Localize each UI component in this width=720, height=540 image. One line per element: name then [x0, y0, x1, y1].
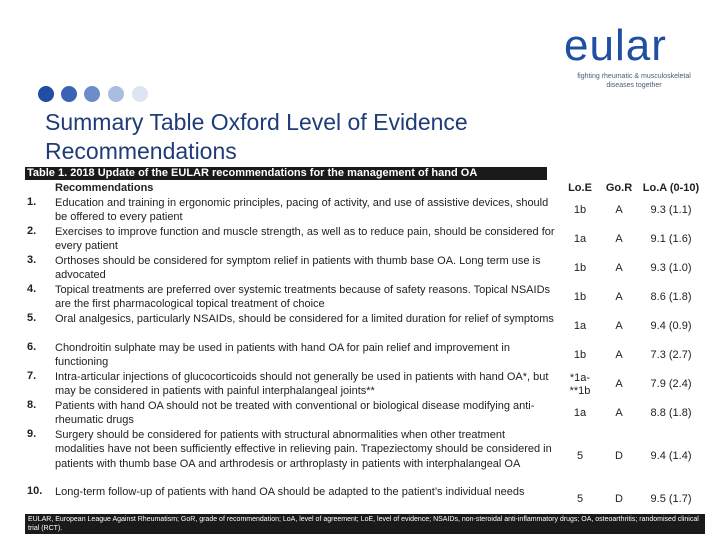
row-loe: 1b [573, 291, 587, 303]
row-gor: A [615, 407, 623, 419]
row-gor: A [615, 378, 623, 390]
table-row [25, 312, 705, 341]
row-recommendation-text: Topical treatments are preferred over systemic treatments because of safety reasons. Topical NSAIDs are the first pharmacological topical treatment of choice [55, 284, 551, 311]
row-recommendation-text: Long-term follow-up of patients with hand OA should be adapted to the patient’s individual needs [55, 486, 525, 498]
row-loa: 9.3 (1.1) [650, 204, 692, 216]
row-number: 10. [27, 485, 43, 497]
row-loe: 1b [573, 349, 587, 361]
dot-2 [61, 86, 77, 102]
dot-5 [132, 86, 148, 102]
row-recommendation-text: Education and training in ergonomic principles, pacing of activity, and use of assistive devices, should be offered to every patient [55, 197, 549, 224]
table-row [25, 254, 705, 283]
row-loe: 5 [576, 493, 584, 505]
row-loe: *1a-**1b [569, 371, 591, 397]
table-row [25, 399, 705, 428]
table-row [25, 341, 705, 370]
row-loe: 1a [573, 233, 587, 245]
table-row [25, 485, 705, 514]
row-number: 6. [27, 341, 37, 353]
logo-tagline-line2: diseases together [606, 82, 662, 89]
row-loa: 9.3 (1.0) [650, 262, 692, 274]
row-loe: 1a [573, 407, 587, 419]
row-loa: 8.8 (1.8) [650, 407, 692, 419]
table-row [25, 428, 705, 485]
row-number: 1. [27, 196, 37, 208]
row-recommendation-text: Exercises to improve function and muscle strength, as well as to reduce pain, should be considered for every patient [55, 226, 555, 253]
table-row [25, 283, 705, 312]
row-loe: 1b [573, 262, 587, 274]
row-loa: 9.4 (0.9) [650, 320, 692, 332]
row-gor: A [615, 320, 623, 332]
row-gor: A [615, 291, 623, 303]
row-recommendation-text: Orthoses should be considered for symptom relief in patients with thumb base OA. Long term use is advocated [55, 255, 541, 282]
slide-title-line1: Summary Table Oxford Level of Evidence [45, 109, 468, 135]
row-loa: 8.6 (1.8) [650, 291, 692, 303]
row-recommendation-text: Patients with hand OA should not be treated with conventional or biological disease modifying anti-rheumatic drugs [55, 400, 535, 427]
table-row [25, 196, 705, 225]
row-number: 7. [27, 370, 37, 382]
row-loe: 1b [573, 204, 587, 216]
row-gor: D [615, 493, 623, 505]
row-recommendation-text: Intra-articular injections of glucocorticoids should not generally be used in patients with hand OA*, but may be considered in patients with painful interphalangeal joints** [55, 371, 549, 398]
row-loa: 9.4 (1.4) [650, 450, 692, 462]
row-gor: D [615, 450, 623, 462]
row-recommendation-text: Surgery should be considered for patients with structural abnormalities when other treatment modalities have not been sufficiently effective in relieving pain. Trapeziectomy should be considered in patients with thumb base OA and arthrodesis or arthroplasty in patients with interphalangeal OA [55, 429, 552, 470]
slide-title [45, 108, 565, 166]
row-number: 5. [27, 312, 37, 324]
row-number: 9. [27, 428, 37, 440]
row-number: 2. [27, 225, 37, 237]
eular-logo [564, 21, 704, 90]
header-loe: Lo.E [568, 182, 592, 194]
logo-tagline-line1: fighting rheumatic & musculoskeletal [577, 73, 691, 80]
table-caption: Table 1. 2018 Update of the EULAR recommendations for the management of hand OA [25, 167, 547, 180]
row-gor: A [615, 233, 623, 245]
row-gor: A [615, 262, 623, 274]
row-loe: 1a [573, 320, 587, 332]
row-number: 3. [27, 254, 37, 266]
logo-tagline [564, 72, 704, 90]
header-recommendations: Recommendations [55, 182, 154, 194]
row-number: 4. [27, 283, 37, 295]
dot-3 [84, 86, 100, 102]
row-number: 8. [27, 399, 37, 411]
row-loa: 7.3 (2.7) [650, 349, 692, 361]
table-footnote: EULAR, European League Against Rheumatism; GoR, grade of recommendation; LoA, level of agreement; LoE, level of evidence; NSAIDs, non-steroidal anti-inflammatory drugs; OA, osteoarthritis; randomised clinical trial (RCT). [25, 514, 705, 534]
table-row [25, 225, 705, 254]
row-loa: 9.5 (1.7) [650, 493, 692, 505]
row-loe: 5 [576, 450, 584, 462]
row-recommendation-text: Chondroitin sulphate may be used in patients with hand OA for pain relief and improvement in functioning [55, 342, 510, 369]
table-row [25, 370, 705, 399]
row-recommendation-text: Oral analgesics, particularly NSAIDs, should be considered for a limited duration for relief of symptoms [55, 313, 554, 325]
recommendations-table [25, 167, 705, 535]
dot-4 [108, 86, 124, 102]
dot-1 [38, 86, 54, 102]
row-gor: A [615, 349, 623, 361]
header-loa: Lo.A (0-10) [642, 182, 700, 194]
row-loa: 7.9 (2.4) [650, 378, 692, 390]
header-gor: Go.R [605, 182, 633, 194]
row-gor: A [615, 204, 623, 216]
row-loa: 9.1 (1.6) [650, 233, 692, 245]
slide-title-line2: Recommendations [45, 138, 237, 164]
logo-wordmark: eular [564, 21, 667, 70]
